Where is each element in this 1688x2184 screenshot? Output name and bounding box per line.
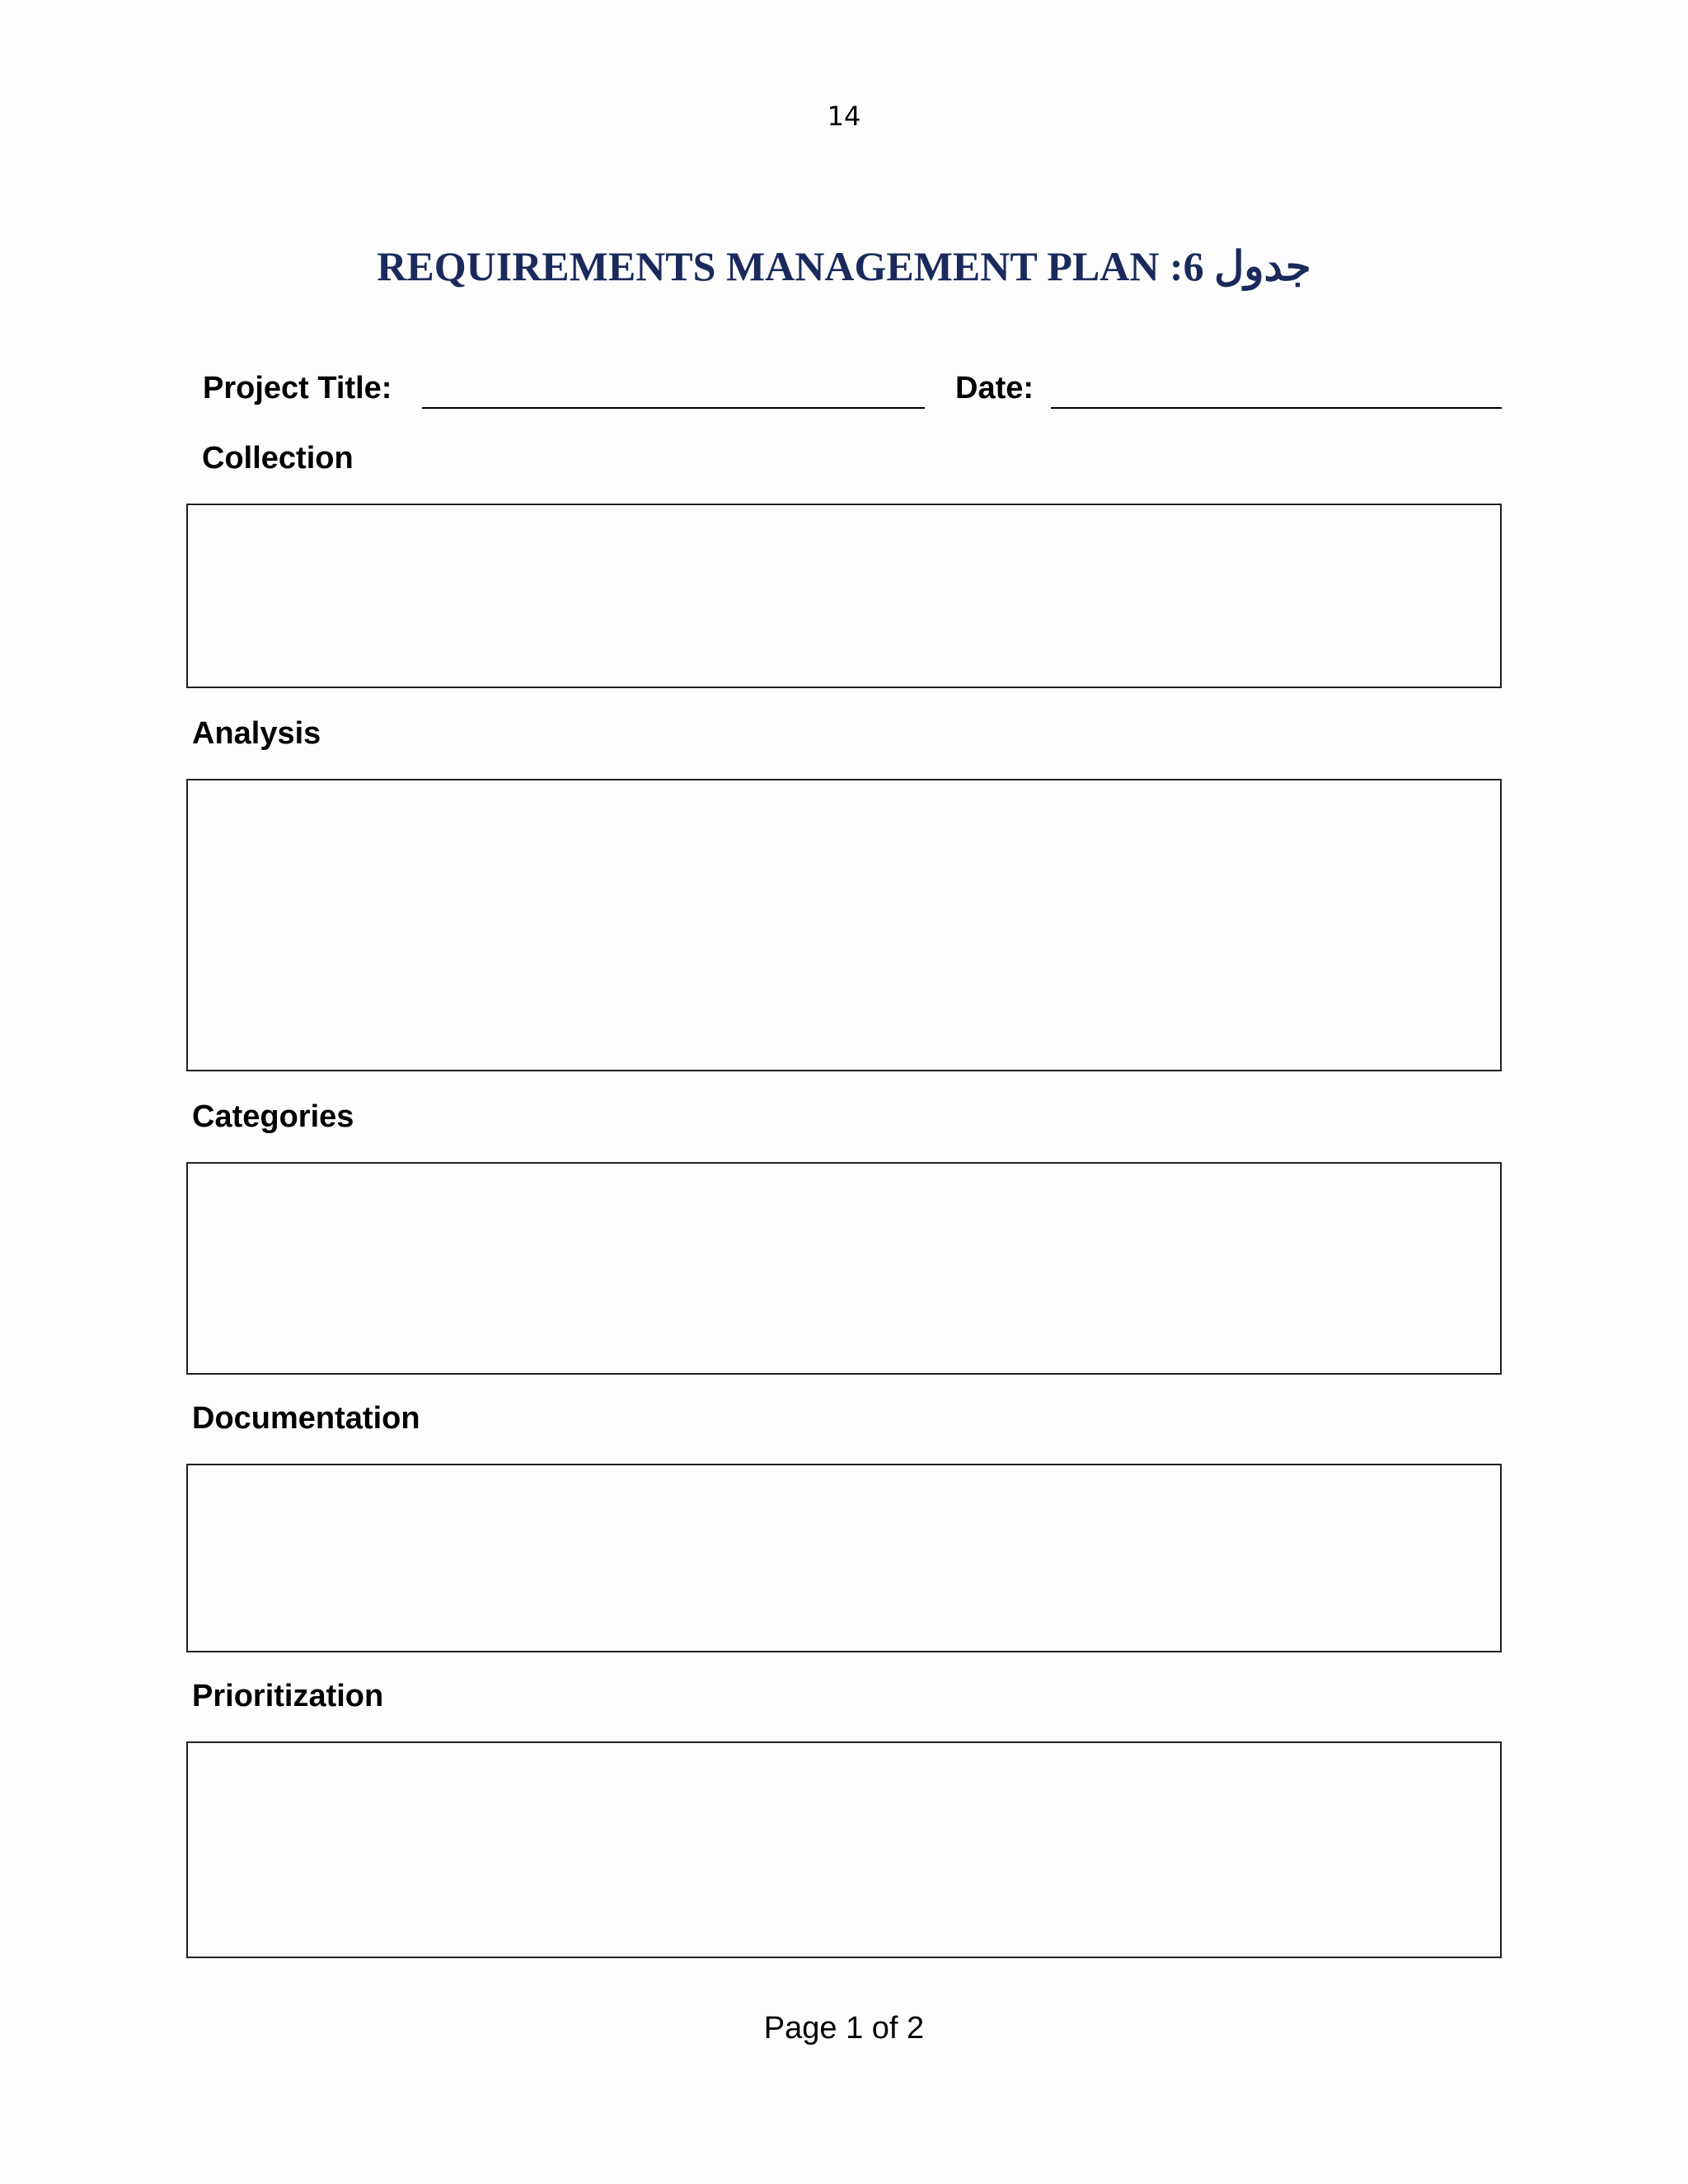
analysis-box[interactable] <box>186 779 1502 1071</box>
categories-box[interactable] <box>186 1162 1502 1375</box>
project-title-field[interactable] <box>422 407 925 409</box>
section-label-categories: Categories <box>192 1099 354 1134</box>
collection-box[interactable] <box>186 504 1502 688</box>
section-label-documentation: Documentation <box>192 1401 420 1436</box>
section-label-collection: Collection <box>202 441 354 476</box>
section-label-prioritization: Prioritization <box>192 1679 384 1713</box>
prioritization-box[interactable] <box>186 1741 1502 1958</box>
documentation-box[interactable] <box>186 1464 1502 1652</box>
date-field[interactable] <box>1051 407 1502 409</box>
date-label: Date: <box>955 371 1034 405</box>
page-number: 14 <box>827 101 861 132</box>
page-indicator: Page 1 of 2 <box>763 2011 925 2046</box>
project-title-label: Project Title: <box>203 371 392 405</box>
document-title: REQUIREMENTS MANAGEMENT PLAN :6 جدول <box>377 243 1311 289</box>
section-label-analysis: Analysis <box>192 716 321 751</box>
